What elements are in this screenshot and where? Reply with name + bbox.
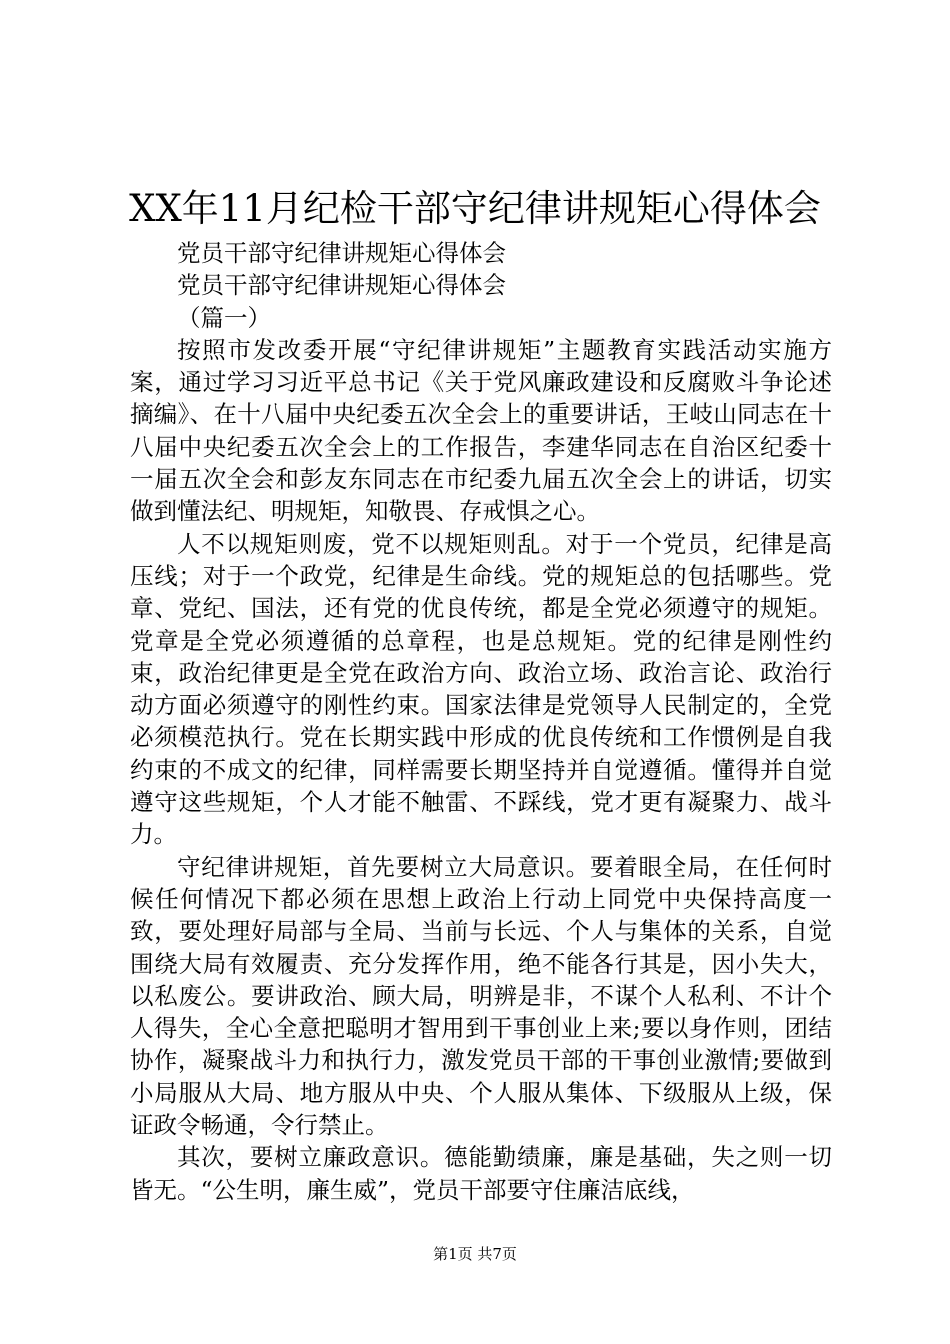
body-paragraph: 其次，要树立廉政意识。德能勤绩廉，廉是基础，失之则一切皆无。“公生明，廉生威”，党员干部要守住廉洁底线，: [130, 1143, 832, 1204]
subtitle-line: 党员干部守纪律讲规矩心得体会: [177, 239, 506, 267]
body-paragraph: 按照市发改委开展“守纪律讲规矩”主题教育实践活动实施方案，通过学习习近平总书记《关于党风廉政建设和反腐败斗争论述摘编》、在十八届中央纪委五次全会上的重要讲话，王岐山同志在十八届中央纪委五次全会上的工作报告，李建华同志在自治区纪委十一届五次全会和彭友东同志在市纪委九届五次全会上的讲话，切实做到懂法纪、明规矩，知敬畏、存戒惧之心。: [130, 335, 832, 526]
document-title: XX年11月纪检干部守纪律讲规矩心得体会: [129, 187, 821, 230]
body-paragraph: 人不以规矩则废，党不以规矩则乱。对于一个党员，纪律是高压线；对于一个政党，纪律是生命线。党的规矩总的包括哪些。党章、党纪、国法，还有党的优良传统，都是全党必须遵守的规矩。党章是全党必须遵循的总章程，也是总规矩。党的纪律是刚性约束，政治纪律更是全党在政治方向、政治立场、政治言论、政治行动方面必须遵守的刚性约束。国家法律是党领导人民制定的，全党必须模范执行。党在长期实践中形成的优良传统和工作惯例是自我约束的不成文的纪律，同样需要长期坚持并自觉遵循。懂得并自觉遵守这些规矩，个人才能不触雷、不踩线，党才更有凝聚力、战斗力。: [130, 529, 832, 849]
document-body: [130, 237, 832, 1206]
section-label: （篇一）: [177, 303, 271, 332]
subtitle-line: 党员干部守纪律讲规矩心得体会: [177, 271, 506, 300]
body-paragraph: 守纪律讲规矩，首先要树立大局意识。要着眼全局，在任何时候任何情况下都必须在思想上政治上行动上同党中央保持高度一致，要处理好局部与全局、当前与长远、个人与集体的关系，自觉围绕大局有效履责、充分发挥作用，绝不能各行其是，因小失大，以私废公。要讲政治、顾大局，明辨是非，不谋个人私利、不计个人得失，全心全意把聪明才智用到干事创业上来;要以身作则，团结协作，凝聚战斗力和执行力，激发党员干部的干事创业激情;要做到小局服从大局、地方服从中央、个人服从集体、下级服从上级，保证政令畅通，令行禁止。: [130, 852, 832, 1140]
page-footer: [0, 1244, 950, 1264]
page-indicator: 第1页 共7页: [433, 1245, 517, 1263]
